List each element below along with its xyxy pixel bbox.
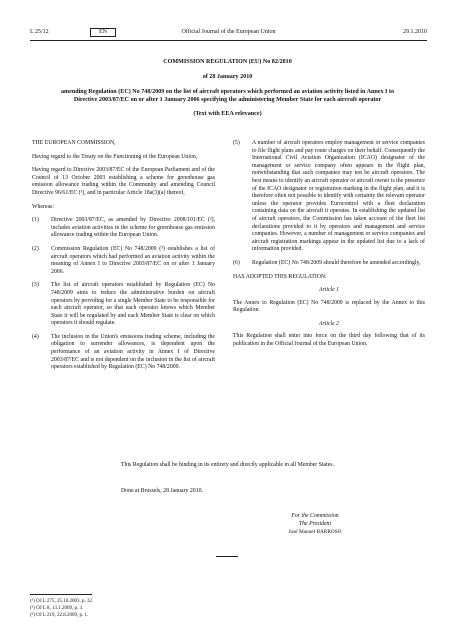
adoption-statement: HAS ADOPTED THIS REGULATION: bbox=[233, 273, 327, 280]
done-at-line: Done at Brussels, 28 January 2010. bbox=[121, 488, 203, 494]
for-commission-label: For the Commission bbox=[291, 513, 339, 519]
footnote-1: (¹) OJ L 275, 25.10.2003, p. 32. bbox=[30, 599, 94, 604]
left-column bbox=[32, 140, 215, 378]
footnote-3: (³) OJ L 219, 22.8.2009, p. 1. bbox=[30, 613, 89, 618]
president-title: The President bbox=[298, 521, 332, 527]
binding-statement: This Regulation shall be binding in its entirety and directly applicable in all Member States. bbox=[121, 462, 334, 468]
recital-item bbox=[32, 217, 215, 240]
recital-number: (6) bbox=[233, 259, 240, 266]
journal-header bbox=[30, 29, 427, 39]
recital-item bbox=[32, 282, 215, 328]
language-badge: EN bbox=[90, 28, 116, 37]
recital-number: (5) bbox=[233, 140, 240, 146]
journal-title: Official Journal of the European Union bbox=[181, 29, 276, 35]
president-name: José Manuel BARROSO bbox=[288, 529, 342, 535]
article-2-text: This Regulation shall enter into force on the third day following that of its publication in the Official Journal of the European Union. bbox=[233, 333, 425, 348]
recital-item bbox=[233, 260, 425, 268]
footnotes bbox=[30, 598, 93, 619]
article-1-text: The Annex to Regulation (EC) No 748/2009 is replaced by the Annex to this Regulation. bbox=[233, 299, 425, 314]
recital-item bbox=[32, 334, 215, 372]
recital-item bbox=[32, 246, 215, 276]
recital-number: (3) bbox=[32, 282, 39, 289]
signature-block bbox=[180, 512, 450, 536]
footnote-divider bbox=[30, 594, 92, 595]
eea-relevance: (Text with EEA relevance) bbox=[193, 111, 262, 117]
recital-treaty: Having regard to the Treaty on the Functioning of the European Union, bbox=[32, 153, 198, 160]
recital-number: (1) bbox=[32, 217, 39, 224]
regulation-subject: amending Regulation (EC) No 748/2009 on the list of aircraft operators which performed an aviation activity listed in Annex I to Directive 2003/87/EC on or after 1 January 2006 specifying the administering Member State for each aircraft operator bbox=[61, 89, 394, 103]
commission-heading: THE EUROPEAN COMMISSION, bbox=[32, 140, 116, 146]
recital-directive: Having regard to Directive 2003/87/EC of the European Parliament and of the Council of 13 October 2003 establishing a scheme for greenhouse gas emission allowance trading within the Community and amending Council Directive 96/61/EC (¹), and in particular Article 18a(3)(a) thereof, bbox=[32, 167, 215, 196]
recital-number: (4) bbox=[32, 333, 39, 340]
right-column bbox=[233, 140, 425, 355]
recital-text: Commission Regulation (EC) No 748/2009 (³) establishes a list of aircraft operators which had performed an aviation activity within the meaning of Annex I to Directive 2003/87/EC on or after 1 January 2006. bbox=[51, 245, 215, 275]
footnote-2: (²) OJ L 8, 13.1.2009, p. 3. bbox=[30, 606, 84, 611]
recital-text: Directive 2003/87/EC, as amended by Directive 2008/101/EC (²), includes aviation activities in the scheme for greenhouse gas emission allowance trading within the European Union. bbox=[51, 217, 215, 239]
regulation-title-block bbox=[60, 58, 395, 118]
whereas-label: Whereas: bbox=[32, 203, 54, 210]
recital-text: A number of aircraft operators employ management or service companies to file flight plans and pay route charges on their behalf. Consequently the International Civil Aviation Organization (ICAO) designator of the management or service company often appears in the flight plan, notwithstanding that such companies may not be aircraft operators. The best means to identify an aircraft operator or aircraft owner is the presence of the ICAO designator or registration marking in the flight plan, and it is therefore often not possible to identify with certainty the relevant operator unless the operator provides Eurocontrol with a fleet declaration containing data on the aircraft it operates. In establishing the updated list of aircraft operators, the Commission has taken account of the fleet list declarations provided to it by operators and management and service companies. However, a number of management or service companies and aircraft registration markings appear in the updated list due to a lack of information provided. bbox=[252, 140, 425, 253]
article-2-heading: Article 2 bbox=[318, 320, 340, 327]
recital-text: The list of aircraft operators established by Regulation (EC) No 748/2009 aims to reduce the administrative burden on aircraft operators by providing for a single Member State to be responsible for each aircraft operator, so that each operator knows which Member State it will be regulated by and each Member State is clear on which operators it should regulate. bbox=[51, 282, 215, 327]
recital-text: Regulation (EC) No 748/2009 should therefore be amended accordingly, bbox=[252, 259, 421, 266]
article-1-heading: Article 1 bbox=[318, 287, 340, 294]
recital-text: The inclusion in the Union's emissions trading scheme, including the obligation to surrender allowances, is dependent upon the performance of an aviation activity in Annex I of Directive 2003/87/EC and is not dependent on the inclusion in the list of aircraft operators established by Regulation (EC) No 748/2009. bbox=[51, 333, 215, 371]
header-divider bbox=[30, 40, 427, 41]
recital-item bbox=[233, 140, 425, 254]
regulation-date: of 28 January 2010 bbox=[202, 74, 253, 80]
regulation-number: COMMISSION REGULATION (EU) No 82/2010 bbox=[163, 59, 292, 65]
recital-number: (2) bbox=[32, 245, 39, 252]
page-reference: L 25/12 bbox=[30, 29, 49, 35]
issue-date: 29.1.2010 bbox=[403, 29, 427, 35]
signature-divider bbox=[216, 556, 238, 557]
